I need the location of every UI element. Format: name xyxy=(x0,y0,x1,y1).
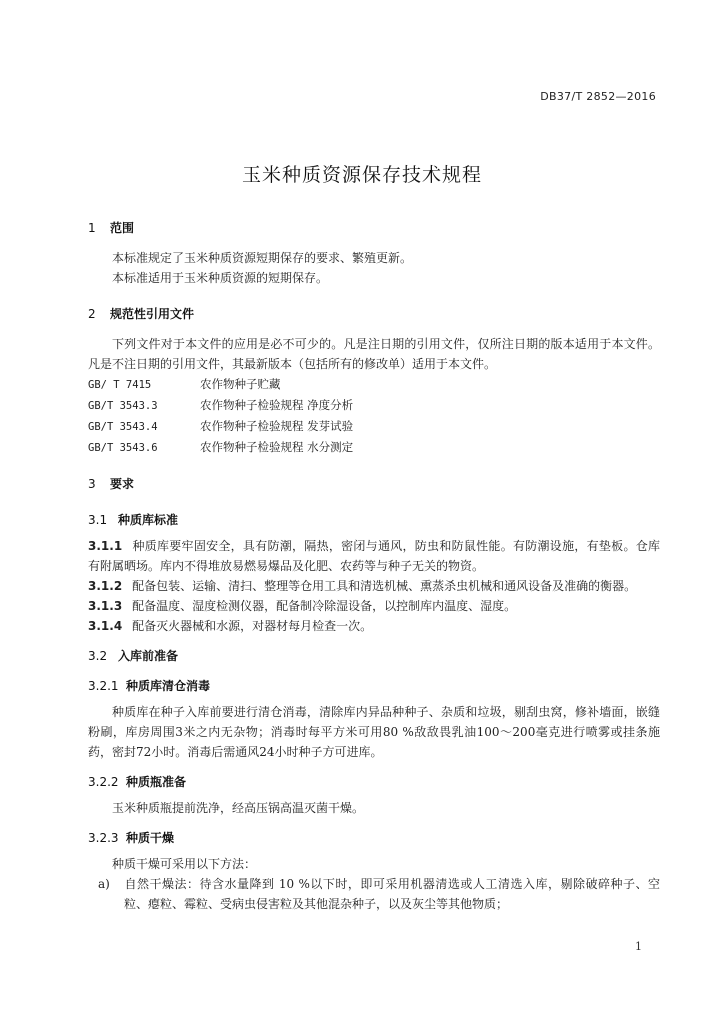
reference-title: 农作物种子检验规程 净度分析 xyxy=(200,398,354,412)
clause-text: 配备灭火器械和水源，对器材每月检查一次。 xyxy=(132,619,373,633)
clause-heading-disinfection xyxy=(88,676,660,696)
clause-text: 配备温度、湿度检测仪器，配备制冷除湿设备，以控制库内温度、湿度。 xyxy=(132,599,517,613)
paragraph: 下列文件对于本文件的应用是必不可少的。凡是注日期的引用文件，仅所注日期的版本适用于本文件。凡是不注日期的引用文件，其最新版本（包括所有的修改单）适用于本文件。 xyxy=(88,337,660,371)
clause xyxy=(88,536,660,576)
clause-title: 种质瓶准备 xyxy=(126,775,187,789)
section-title: 范围 xyxy=(110,221,135,235)
subsection-number: 3.2 xyxy=(88,649,108,663)
subsection-heading-genebank-standard xyxy=(88,510,660,530)
clause-number: 3.2.2 xyxy=(88,775,119,789)
reference-item xyxy=(88,416,660,437)
document-title: 玉米种质资源保存技术规程 xyxy=(241,164,482,186)
reference-title: 农作物种子检验规程 水分测定 xyxy=(200,440,354,454)
list-item-text: 自然干燥法：待含水量降到 10 %以下时，即可采用机器清选或人工清选入库，剔除破碎种子、空粒、瘪粒、霉粒、受病虫侵害粒及其他混杂种子，以及灰尘等其他物质； xyxy=(124,877,660,911)
subsection-title: 种质库标准 xyxy=(118,513,179,527)
clause-number: 3.1.1 xyxy=(88,539,123,553)
reference-code: GB/T 3543.4 xyxy=(88,421,158,433)
reference-title: 农作物种子检验规程 发芽试验 xyxy=(200,419,354,433)
paragraph: 玉米种质瓶提前洗净，经高压锅高温灭菌干燥。 xyxy=(112,801,365,815)
clause xyxy=(88,616,660,636)
paragraph: 种质库在种子入库前要进行清仓消毒，清除库内异品种种子、杂质和垃圾，剔刮虫窝，修补墙面，嵌缝粉刷，库房周围3米之内无杂物；消毒时每平方米可用80 %敌敌畏乳油100～200毫克进行喷雾或挂条施药，密封72小时。消毒后需通风24小时种子方可进库。 xyxy=(88,705,660,759)
paragraph: 本标准适用于玉米种质资源的短期保存。 xyxy=(112,271,329,285)
section-number: 1 xyxy=(88,221,96,235)
clause-number: 3.1.4 xyxy=(88,619,123,633)
section-number: 2 xyxy=(88,307,96,321)
list-item-label: a) xyxy=(98,877,110,891)
reference-code: GB/T 3543.6 xyxy=(88,442,158,454)
clause-title: 种质干燥 xyxy=(126,831,175,845)
clause xyxy=(88,596,660,616)
section-title: 要求 xyxy=(110,477,135,491)
reference-item xyxy=(88,395,660,416)
standard-code: DB37/T 2852—2016 xyxy=(540,90,656,103)
section-number: 3 xyxy=(88,477,96,491)
reference-code: GB/ T 7415 xyxy=(88,379,152,391)
section-title: 规范性引用文件 xyxy=(110,307,195,321)
clause-number: 3.2.1 xyxy=(88,679,119,693)
paragraph: 本标准规定了玉米种质资源短期保存的要求、繁殖更新。 xyxy=(112,251,413,265)
clause-number: 3.1.2 xyxy=(88,579,123,593)
clause-heading-bottle-preparation xyxy=(88,772,660,792)
clause-heading-drying xyxy=(88,828,660,848)
reference-title: 农作物种子贮藏 xyxy=(200,377,281,391)
document-body xyxy=(88,218,660,914)
section-heading-normative-references xyxy=(88,304,660,324)
clause-number: 3.1.3 xyxy=(88,599,123,613)
section-heading-scope xyxy=(88,218,660,238)
clause-title: 种质库清仓消毒 xyxy=(126,679,211,693)
clause-number: 3.2.3 xyxy=(88,831,119,845)
reference-item xyxy=(88,437,660,458)
subsection-number: 3.1 xyxy=(88,513,108,527)
reference-code: GB/T 3543.3 xyxy=(88,400,158,412)
subsection-title: 入库前准备 xyxy=(118,649,179,663)
clause-text: 配备包装、运输、清扫、整理等仓用工具和清选机械、熏蒸杀虫机械和通风设备及准确的衡器。 xyxy=(132,579,637,593)
section-heading-requirements xyxy=(88,474,660,494)
clause-text: 种质库要牢固安全，具有防潮，隔热，密闭与通风，防虫和防鼠性能。有防潮设施，有垫板。仓库有附属晒场。库内不得堆放易燃易爆品及化肥、农药等与种子无关的物资。 xyxy=(88,539,660,573)
paragraph: 种质干燥可采用以下方法： xyxy=(112,857,257,871)
subsection-heading-pre-storage xyxy=(88,646,660,666)
clause xyxy=(88,576,660,596)
page-number: 1 xyxy=(635,940,642,953)
reference-item xyxy=(88,374,660,395)
list-item xyxy=(88,874,660,914)
